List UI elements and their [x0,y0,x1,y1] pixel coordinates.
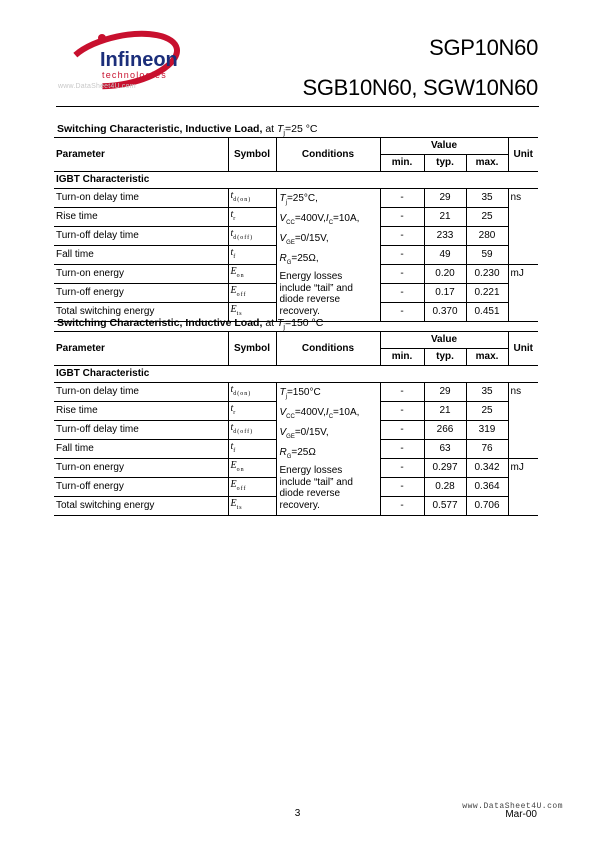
unit-cell [508,227,538,246]
typ-cell: 0.370 [424,303,466,322]
col-header-typ: typ. [424,349,466,366]
unit-cell [508,497,538,516]
typ-cell: 0.577 [424,497,466,516]
col-header-unit: Unit [508,138,538,172]
col-header-typ: typ. [424,155,466,172]
unit-cell [508,421,538,440]
min-cell: - [380,402,424,421]
param-cell: Turn-on delay time [54,383,228,402]
col-header-parameter: Parameter [54,332,228,366]
typ-cell: 21 [424,208,466,227]
max-cell: 76 [466,440,508,459]
watermark-top: www.DataSheet4U.com [58,83,136,90]
conditions-cell: $T_j=25^\circ C$, $V_{CC}=400V,I_C=10A$, $V_{GE}=0/15V$, $R_G=25\Omega$, Energy losses include “tail” and diode reverse recovery. [276,189,380,322]
part-number-primary: SGP10N60 [429,35,538,60]
group-label: IGBT Characteristic [54,172,538,189]
typ-cell: 233 [424,227,466,246]
param-cell: Total switching energy [54,303,228,322]
max-cell: 0.451 [466,303,508,322]
col-header-conditions: Conditions [276,138,380,172]
col-header-parameter: Parameter [54,138,228,172]
param-cell: Rise time [54,402,228,421]
min-cell: - [380,421,424,440]
col-header-value: Value [380,138,508,155]
max-cell: 0.364 [466,478,508,497]
symbol-cell: $E_{on}$ [228,459,276,478]
unit-cell [508,402,538,421]
max-cell: 0.221 [466,284,508,303]
typ-cell: 266 [424,421,466,440]
unit-cell: mJ [510,462,524,474]
max-cell: 25 [466,208,508,227]
param-cell: Turn-off delay time [54,421,228,440]
param-cell: Turn-on delay time [54,189,228,208]
symbol-cell: $t_r$ [228,208,276,227]
param-cell: Rise time [54,208,228,227]
symbol-cell: $t_{d(on)}$ [228,383,276,402]
col-header-max: max. [466,349,508,366]
col-header-unit: Unit [508,332,538,366]
min-cell: - [380,383,424,402]
footer-watermark: www.DataSheet4U.com [462,802,563,811]
symbol-cell: $E_{off}$ [228,284,276,303]
symbol-cell: $E_{ts}$ [228,303,276,322]
min-cell: - [380,265,424,284]
min-cell: - [380,459,424,478]
max-cell: 0.342 [466,459,508,478]
unit-cell [508,440,538,459]
max-cell: 59 [466,246,508,265]
section-title-25c: Switching Characteristic, Inductive Load, at $T_j=25$ °C [57,123,318,138]
min-cell: - [380,497,424,516]
col-header-max: max. [466,155,508,172]
min-cell: - [380,227,424,246]
unit-cell [508,303,538,322]
param-cell: Fall time [54,440,228,459]
typ-cell: 0.28 [424,478,466,497]
max-cell: 35 [466,383,508,402]
typ-cell: 0.17 [424,284,466,303]
conditions-cell: $T_j=150^\circ C$ $V_{CC}=400V,I_C=10A$, $V_{GE}=0/15V$, $R_G=25\Omega$ Energy losses include “tail” and diode reverse recovery. [276,383,380,516]
symbol-cell: $t_{d(on)}$ [228,189,276,208]
max-cell: 0.706 [466,497,508,516]
col-header-symbol: Symbol [228,332,276,366]
param-cell: Turn-on energy [54,265,228,284]
max-cell: 35 [466,189,508,208]
min-cell: - [380,246,424,265]
min-cell: - [380,208,424,227]
logo-sub-text: technologies [102,70,167,80]
max-cell: 280 [466,227,508,246]
param-cell: Turn-off energy [54,284,228,303]
part-number-secondary: SGB10N60, SGW10N60 [302,75,538,100]
unit-cell [508,208,538,227]
group-label: IGBT Characteristic [54,366,538,383]
symbol-cell: $E_{ts}$ [228,497,276,516]
header-rule [56,106,539,107]
symbol-cell: $t_{d(off)}$ [228,421,276,440]
param-cell: Total switching energy [54,497,228,516]
switching-table-25c [54,137,538,322]
typ-cell: 29 [424,383,466,402]
unit-cell [508,246,538,265]
unit-cell [508,284,538,303]
symbol-cell: $t_f$ [228,246,276,265]
max-cell: 0.230 [466,265,508,284]
unit-cell: ns [510,192,522,204]
symbol-cell: $E_{off}$ [228,478,276,497]
logo-brand-text: Infineon [100,49,178,71]
param-cell: Turn-off energy [54,478,228,497]
col-header-min: min. [380,155,424,172]
symbol-cell: $E_{on}$ [228,265,276,284]
unit-cell [508,478,538,497]
unit-cell: mJ [510,268,524,280]
unit-cell: ns [510,386,522,398]
switching-table-150c [54,331,538,516]
param-cell: Turn-off delay time [54,227,228,246]
section-title-150c: Switching Characteristic, Inductive Load, at $T_j=150$ °C [57,317,324,332]
min-cell: - [380,303,424,322]
page-number: 3 [294,808,301,819]
typ-cell: 63 [424,440,466,459]
col-header-value: Value [380,332,508,349]
col-header-symbol: Symbol [228,138,276,172]
typ-cell: 29 [424,189,466,208]
revision-date: Mar-00 [505,809,537,820]
param-cell: Turn-on energy [54,459,228,478]
symbol-cell: $t_r$ [228,402,276,421]
symbol-cell: $t_{d(off)}$ [228,227,276,246]
typ-cell: 0.297 [424,459,466,478]
symbol-cell: $t_f$ [228,440,276,459]
min-cell: - [380,440,424,459]
max-cell: 319 [466,421,508,440]
col-header-min: min. [380,349,424,366]
min-cell: - [380,189,424,208]
typ-cell: 21 [424,402,466,421]
typ-cell: 49 [424,246,466,265]
typ-cell: 0.20 [424,265,466,284]
min-cell: - [380,284,424,303]
param-cell: Fall time [54,246,228,265]
col-header-conditions: Conditions [276,332,380,366]
min-cell: - [380,478,424,497]
max-cell: 25 [466,402,508,421]
